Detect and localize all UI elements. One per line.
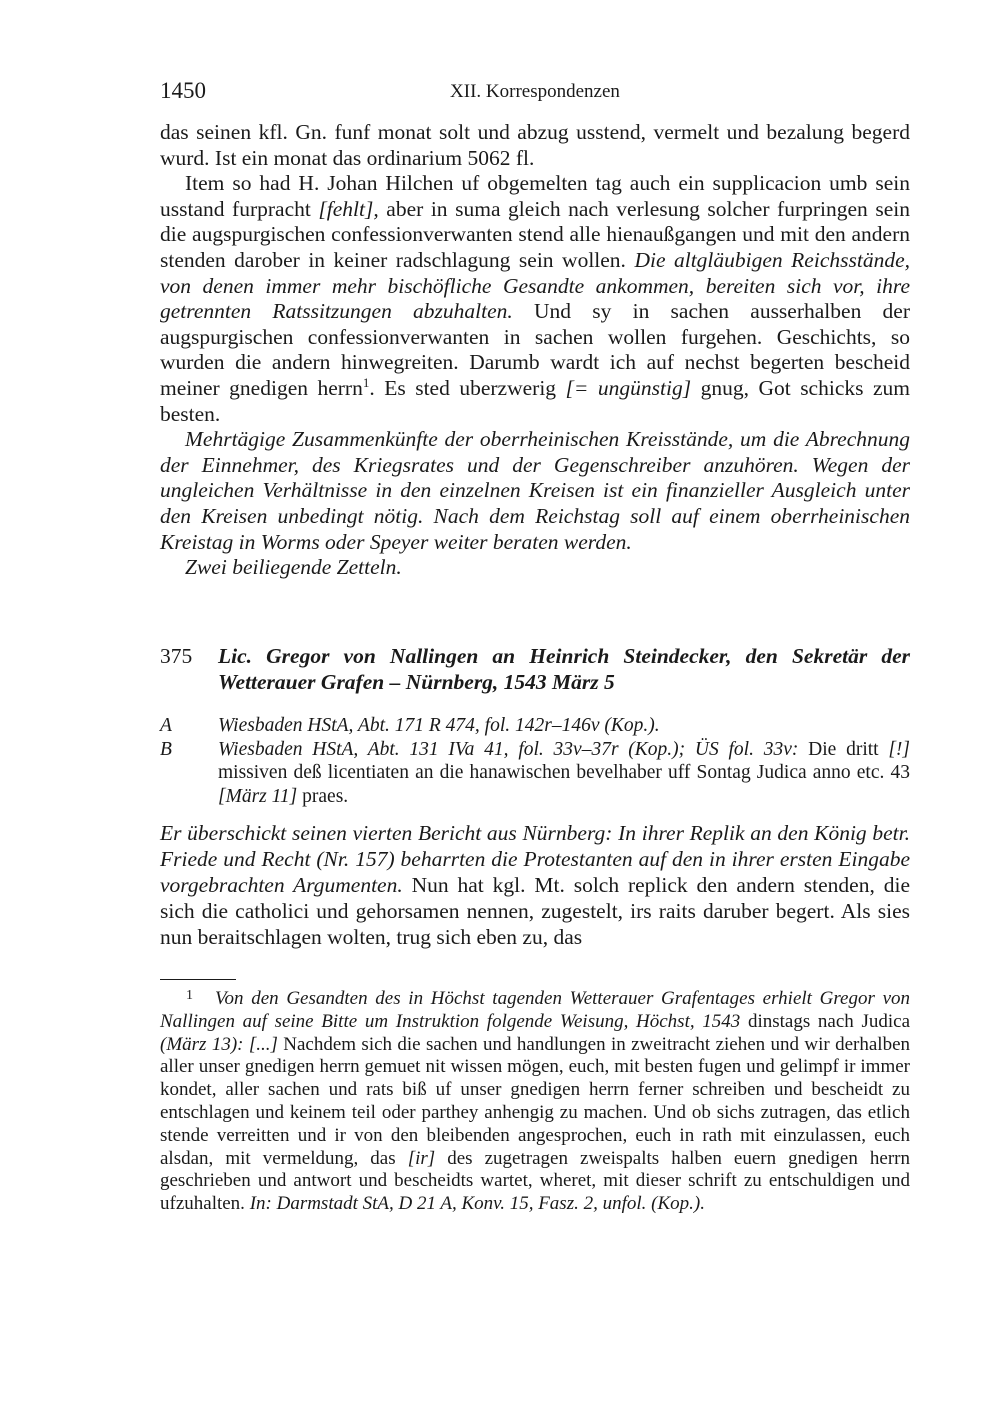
regest-summary: Er überschickt seinen vierten Bericht aus Nürnberg: In ihrer Replik an den König betr. Friede und Recht (Nr. 157) beharrten die Protestanten auf den in ihrer ersten Eingabe vorgebrachten Argumenten. (160, 821, 910, 897)
source-label: A (160, 715, 172, 736)
source-b (160, 738, 910, 809)
source-list (160, 714, 910, 808)
regest-text: Nun hat kgl. Mt. solch replick den andern stenden, die sich die catholici und gehorsamen nennen, zugestelt, irs raits daruber begert. Als sies nun beraitschlagen wolten, trug sich eben zu, das (160, 873, 910, 949)
page-number: 1450 (160, 78, 206, 103)
source-text: Wiesbaden HStA, Abt. 131 IVa 41, fol. 33v–37r (Kop.); ÜS fol. 33v: Die dritt [!] missiven deß licentiaten an die hanawischen bevelhaber uff Sontag Judica anno etc. 43 [März 11] praes. (218, 738, 911, 807)
document-title: Lic. Gregor von Nallingen an Heinrich Steindecker, den Sekretär der Wetterauer Grafen – Nürnberg, 1543 März 5 (218, 644, 910, 694)
paragraph-hilchen: Item so had H. Johan Hilchen uf obgemelten tag auch ein supplicacion umb sein usstand furpracht [fehlt], aber in suma gleich nach verlesung solcher furpringen sein die augspurgischen confessionverwanten stend alle hienaußgangen und mit den andern stenden darober in keiner radschlagung sein wollen. Die altgläubigen Reichsstände, von denen immer mehr bischöfliche Gesandte ankommen, bereiten sich vor, ihre getrennten Ratssitzungen abzuhalten. Und sy in sachen ausserhalben der augspurgischen confessionverwanten in sachen wollen furgehen. Geschichts, so wurden die andern hinwegreiten. Darumb wardt ich auf nechst begerten bescheid meiner gnedigen herrn$^1$. Es sted uberzwerig [= ungünstig] gnug, Got schicks zum besten. (160, 171, 910, 426)
body-text (160, 120, 910, 581)
document-number: 375 (160, 644, 193, 668)
enclosures-note: Zwei beiliegende Zetteln. (185, 555, 402, 580)
section-title: XII. Korrespondenzen (450, 81, 620, 102)
editorial-summary-paragraph: Mehrtägige Zusammenkünfte der oberrheinischen Kreisstände, um die Abrechnung der Einnehmer, des Kriegsrates und der Gegenschreiber anzuhören. Wegen der ungleichen Verhältnisse in den einzelnen Kreisen ist ein finanzieller Ausgleich unter den Kreisen unbedingt nötig. Nach dem Reichstag soll auf einem oberrheinischen Kreistag in Worms oder Speyer weiter beraten werden. (160, 427, 910, 554)
regest-paragraph (160, 820, 910, 950)
editorial-summary: Die altgläubigen Reichsstände, von denen immer mehr bischöfliche Gesandte ankommen, bereiten sich vor, ihre getrennten Ratssitzungen abzuhalten. (160, 247, 910, 324)
footnote-citation: In: Darmstadt StA, D 21 A, Konv. 15, Fasz. 2, unfol. (Kop.). (249, 1193, 705, 1215)
footnote-1: $^1$ Von den Gesandten des in Höchst tagenden Wetterauer Grafentages erhielt Gregor von Nallingen auf seine Bitte um Instruktion folgende Weisung, Höchst, 1543 dinstags nach Judica (März 13): [...] Nachdem sich die sachen und handlungen in zweitracht ziehen und wir derhalben aller unser gnedigen herrn gemuet nit wissen mögen, euch, mit besten fugen und gelimpf ir immer kondet, aller sachen und rats biß uf unser gnedigen herrn ferner schreiben und bescheidt zu entschlagen und keinem teil oder parthey anhengig zu machen. Und ob sichs zutragen, das etlich stende verreitten und ir von den bleibenden angesprochen, euch in rath mit einzulassen, euch alsdan, mit vermeldung, das [ir] des zugetragen zweispalts halben euern gnedigen herrn geschrieben und antwort und bescheidts wartet, wheret, mit dieser schrift zu entschuldigen und ufzuhalten. In: Darmstadt StA, D 21 A, Konv. 15, Fasz. 2, unfol. (Kop.). (160, 988, 910, 1215)
footnote-reference[interactable]: 1 (362, 374, 370, 390)
source-text: Wiesbaden HStA, Abt. 171 R 474, fol. 142r–146v (Kop.). (218, 715, 660, 736)
document-heading (160, 643, 910, 695)
source-label: B (160, 738, 172, 760)
editorial-note: [fehlt], (318, 196, 379, 221)
footnote-separator (160, 979, 236, 980)
footnote-mark: 1 (186, 988, 193, 1003)
running-head (160, 78, 910, 108)
source-a (160, 714, 910, 738)
editorial-note: [= ungünstig] (565, 375, 692, 400)
paragraph-continuation: das seinen kfl. Gn. funf monat solt und abzug usstend, vermelt und bezalung begerd wurd. Ist ein monat das ordinarium 5062 fl. (160, 120, 910, 170)
